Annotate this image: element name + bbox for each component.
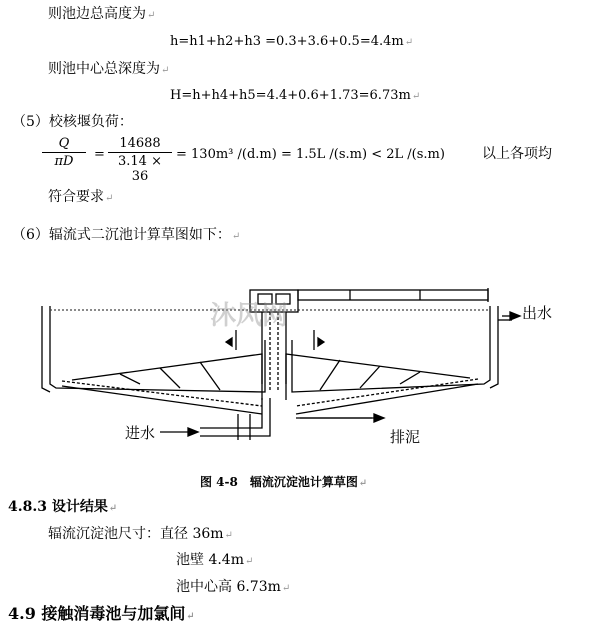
inlet-label: 进水: [125, 424, 156, 442]
center-depth-label: 则池中心总深度为↵: [48, 61, 170, 77]
load-tail: 以上各项均: [482, 146, 552, 162]
clarifier-sketch: [0, 280, 591, 440]
center-height-line: 池中心高 6.73m↵: [176, 579, 291, 595]
watermark: 沐风网: [210, 301, 289, 331]
sludge-label: 排泥: [390, 428, 421, 446]
walkway-bridge: [298, 290, 488, 300]
equals-sign: =: [94, 147, 105, 162]
fraction-14688: 14688 3.14 × 36: [108, 136, 172, 184]
size-line: 辐流沉淀池尺寸：直径 36m↵: [48, 526, 233, 542]
result-heading: 4.8.3 设计结果↵: [8, 499, 118, 515]
edge-height-formula: h=h1+h2+h3 =0.3+3.6+0.5=4.4m↵: [170, 34, 414, 49]
tank-right-wall: [292, 306, 490, 392]
sketch-item-heading: （6）辐流式二沉池计算草图如下：↵: [12, 227, 241, 243]
outlet-label: 出水: [522, 304, 553, 322]
next-heading: 4.9 接触消毒池与加氯间↵: [8, 604, 195, 623]
center-depth-formula: H=h+h4+h5=4.4+0.6+1.73=6.73m↵: [170, 88, 421, 103]
check-item-heading: （5）校核堰负荷：: [12, 114, 133, 130]
fraction-q-over-pid: Q πD: [42, 136, 86, 169]
figure-caption: 图 4-8 辐流沉淀池计算草图↵: [200, 475, 368, 489]
wall-line: 池壁 4.4m↵: [176, 552, 254, 568]
edge-height-label: 则池边总高度为↵: [48, 6, 156, 22]
conform-text: 符合要求↵: [48, 189, 114, 205]
load-result: = 130m³ /(d.m) = 1.5L /(s.m) < 2L /(s.m): [176, 147, 445, 162]
